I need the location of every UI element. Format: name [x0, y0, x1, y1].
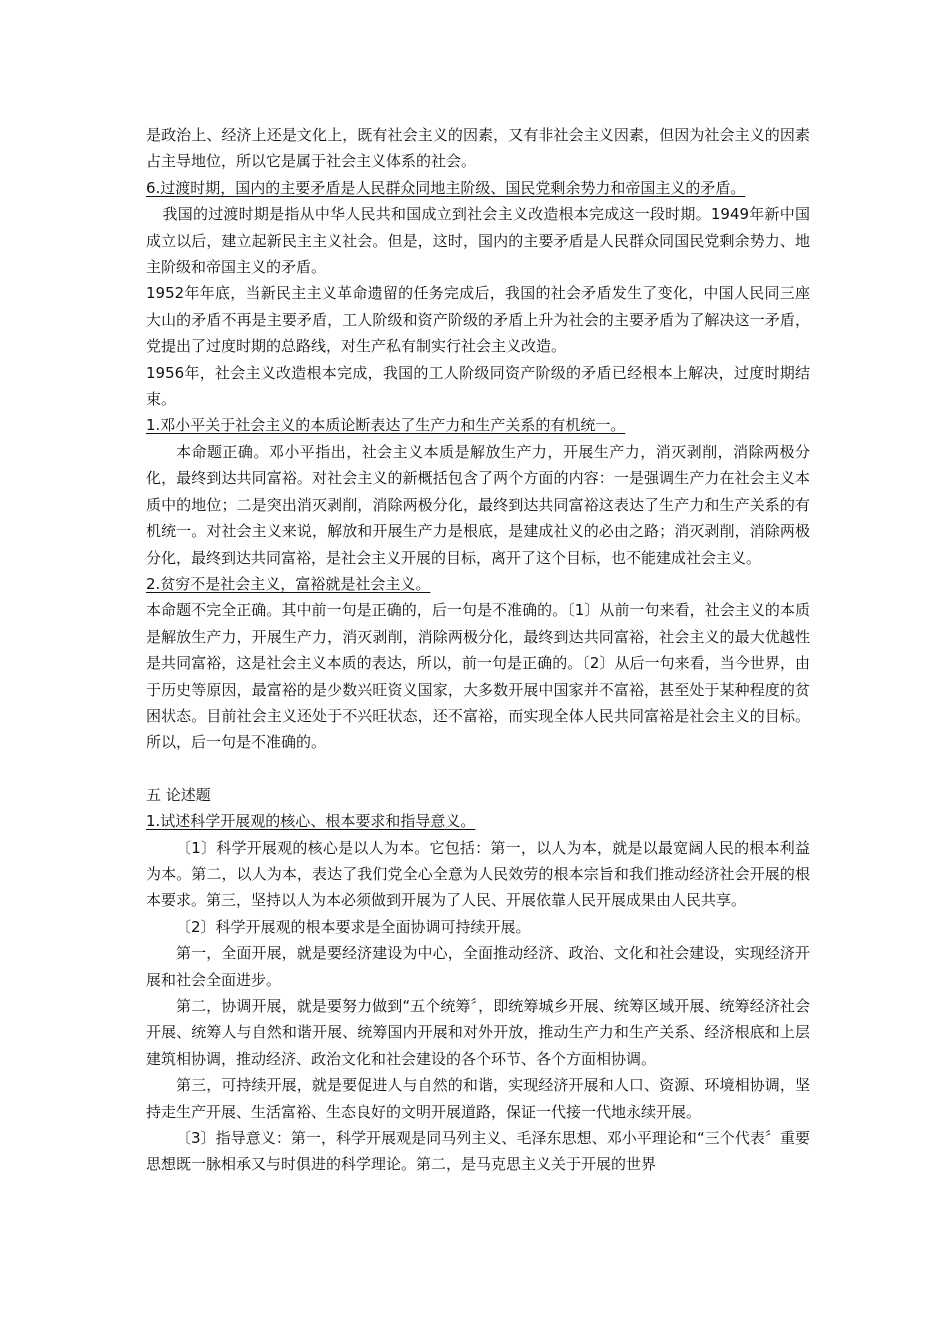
paragraph: 1952年年底，当新民主主义革命遗留的任务完成后，我国的社会矛盾发生了变化，中国人民同三座大山的矛盾不再是主要矛盾，工人阶级和资产阶级的矛盾上升为社会的主要矛盾为了解决这一矛盾，党提出了过度时期的总路线，对生产私有制实行社会主义改造。 — [146, 284, 810, 356]
section-heading: 五 论述题 — [146, 785, 211, 804]
paragraph: 〔1〕科学开展观的核心是以人为本。它包括：第一，以人为本，就是以最宽阔人民的根本利益为本。第二，以人为本，表达了我们党全心全意为人民效劳的根本宗旨和我们推动经济社会开展的根本要求。第三，坚持以人为本必须做到开展为了人民、开展依靠人民开展成果由人民共享。 — [146, 838, 810, 910]
question-heading: 6.过渡时期，国内的主要矛盾是人民群众同地主阶级、国民党剩余势力和帝国主义的矛盾。 — [146, 178, 746, 197]
paragraph: 本命题不完全正确。其中前一句是正确的，后一句是不准确的。〔1〕从前一句来看，社会主义的本质是解放生产力，开展生产力，消灭剥削，消除两极分化，最终到达共同富裕，社会主义的最大优越性是共同富裕，这是社会主义本质的表达，所以，前一句是正确的。〔2〕从后一句来看，当今世界，由于历史等原因，最富裕的是少数兴旺资义国家，大多数开展中国家并不富裕，甚至处于某种程度的贫困状态。目前社会主义还处于不兴旺状态，还不富裕，而实现全体人民共同富裕是社会主义的目标。所以，后一句是不准确的。 — [146, 601, 810, 752]
blank-line — [146, 756, 810, 782]
paragraph: 第一，全面开展，就是要经济建设为中心，全面推动经济、政治、文化和社会建设，实现经济开展和社会全面进步。 — [146, 944, 810, 989]
question-heading: 1.试述科学开展观的核心、根本要求和指导意义。 — [146, 812, 476, 831]
document-page — [146, 122, 810, 1178]
paragraph: 1956年，社会主义改造根本完成，我国的工人阶级同资产阶级的矛盾已经根本上解决，过度时期结束。 — [146, 363, 810, 409]
paragraph: 第三，可持续开展，就是要促进人与自然的和谐，实现经济开展和人口、资源、环境相协调，坚持走生产开展、生活富裕、生态良好的文明开展道路，保证一代接一代地永续开展。 — [146, 1076, 810, 1121]
question-heading: 2.贫穷不是社会主义，富裕就是社会主义。 — [146, 574, 431, 593]
paragraph: 〔3〕指导意义：第一，科学开展观是同马列主义、毛泽东思想、邓小平理论和“三个代表〞重要思想既一脉相承又与时俱进的科学理论。第二，是马克思主义关于开展的世界 — [146, 1129, 810, 1174]
paragraph: 第二，协调开展，就是要努力做到“五个统筹〞，即统筹城乡开展、统筹区域开展、统筹经济社会开展、统筹人与自然和谐开展、统筹国内开展和对外开放，推动生产力和生产关系、经济根底和上层建筑相协调，推动经济、政治文化和社会建设的各个环节、各个方面相协调。 — [146, 997, 810, 1068]
question-heading: 1.邓小平关于社会主义的本质论断表达了生产力和生产关系的有机统一。 — [146, 416, 626, 435]
paragraph: 是政治上、经济上还是文化上，既有社会主义的因素，又有非社会主义因素，但因为社会主义的因素占主导地位，所以它是属于社会主义体系的社会。 — [146, 126, 810, 171]
paragraph: 本命题正确。邓小平指出，社会主义本质是解放生产力，开展生产力，消灭剥削，消除两极分化，最终到达共同富裕。对社会主义的新概括包含了两个方面的内容：一是强调生产力在社会主义本质中的地位；二是突出消灭剥削，消除两极分化，最终到达共同富裕这表达了生产力和生产关系的有机统一。对社会主义来说，解放和开展生产力是根底，是建成社义的必由之路；消灭剥削，消除两极分化，最终到达共同富裕，是社会主义开展的目标，离开了这个目标，也不能建成社会主义。 — [146, 442, 810, 567]
paragraph: 〔2〕科学开展观的根本要求是全面协调可持续开展。 — [176, 917, 531, 936]
paragraph: 我国的过渡时期是指从中华人民共和国成立到社会主义改造根本完成这一段时期。1949年新中国成立以后，建立起新民主主义社会。但是，这时，国内的主要矛盾是人民群众同国民党剩余势力、地主阶级和帝国主义的矛盾。 — [146, 205, 810, 277]
